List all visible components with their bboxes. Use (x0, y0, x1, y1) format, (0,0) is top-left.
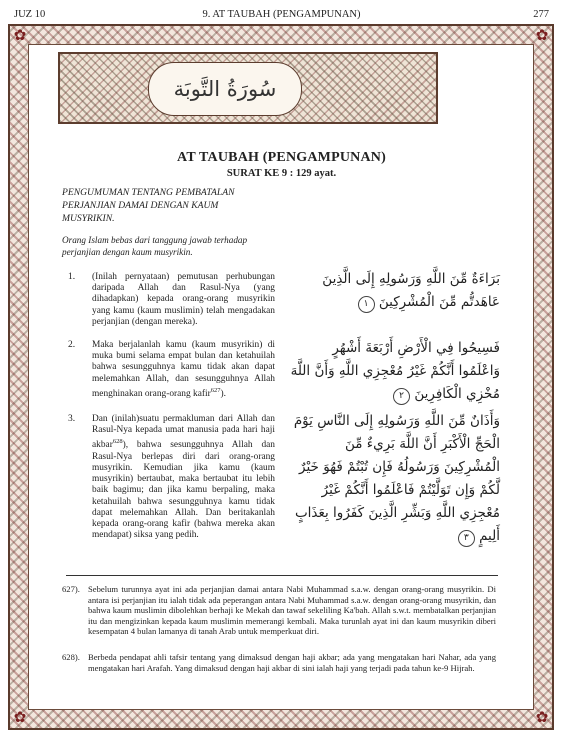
verse-arabic (290, 410, 500, 548)
verse-number: 3. (68, 414, 76, 424)
corner-ornament-icon: ✿ (535, 28, 549, 44)
verse-number: 1. (68, 272, 76, 282)
arabic-text: بَرَاءَةٌ مِّنَ اللَّهِ وَرَسُولِهِ إِلَى الَّذِينَ عَاهَدتُّم مِّنَ الْمُشْرِكِينَ (322, 271, 500, 310)
section-subheading: Orang Islam bebas dari tanggung jawab terhadap perjanjian dengan kaum musyrikin. (62, 235, 248, 257)
footnote-text: Sebelum turunnya ayat ini ada perjanjian damai antara Nabi Muhammad s.a.w. dengan orang-orang musyrikin. Di antara isi perjanjian itu ialah tidak ada peperangan antara Nabi Muhammad s.a.w. dengan orang-orang musyrikin, dan bahwa kaum muslimin dibolehkan berhaji ke Mekah dan tawaf sekeliling Ka'bah. Allah s.w.t. membatalkan perjanjian itu dan mengizinkan kepada kaum muslimin memerangi kembali. Maka turunlah ayat ini dan kaum musyrikin diberi kesempatan 4 bulan lamanya di tanah Arab untuk memperkuat diri. (88, 584, 496, 637)
ayah-number-icon: ٢ (393, 388, 410, 405)
corner-ornament-icon: ✿ (13, 710, 27, 726)
corner-ornament-icon: ✿ (535, 710, 549, 726)
page-header (0, 0, 563, 22)
surah-title: AT TAUBAH (PENGAMPUNAN) (177, 150, 386, 165)
verse-number: 2. (68, 340, 76, 350)
arabic-surah-title: سُورَةُ التَّوبَة (148, 62, 302, 116)
verse-translation (92, 414, 275, 541)
surah-subtitle: SURAT KE 9 : 129 ayat. (226, 168, 337, 179)
footnote-ref: 628 (112, 438, 123, 446)
verse-text-part: ). (220, 388, 226, 399)
verse-arabic (290, 337, 500, 406)
ayah-number-icon: ١ (358, 296, 375, 313)
arabic-text: وَأَذَانٌ مِّنَ اللَّهِ وَرَسُولِهِ إِلَى النَّاسِ يَوْمَ الْحَجِّ الْأَكْبَرِ أَنَّ اللَّهَ بَرِيءٌ مِّنَ الْمُشْرِكِينَ وَرَسُولُهُ فَإِن تُبْتُمْ فَهُوَ خَيْرٌ لَّكُمْ وَإِن تَوَلَّيْتُمْ فَاعْلَمُوا أَنَّكُمْ غَيْرُ مُعْجِزِي اللَّهِ وَبَشِّرِ الَّذِينَ كَفَرُوا بِعَذَابٍ أَلِيمٍ (293, 413, 500, 544)
verse-arabic (290, 268, 500, 314)
footnote-number: 628). (62, 652, 80, 662)
corner-ornament-icon: ✿ (13, 28, 27, 44)
arabic-text: فَسِيحُوا فِي الْأَرْضِ أَرْبَعَةَ أَشْهُرٍ وَاعْلَمُوا أَنَّكُمْ غَيْرُ مُعْجِزِي اللَّهِ وَأَنَّ اللَّهَ مُخْزِي الْكَافِرِينَ (290, 340, 500, 402)
footnote-text: Berbeda pendapat ahli tafsir tentang yang dimaksud dengan haji akbar; ada yang mengatakan hari Nahar, ada yang mengatakan hari Arafah. Yang dimaksud dengan haji akbar di sini ialah haji yang terjadi pada tahun ke-9 Hijrah. (88, 652, 496, 673)
footnote-divider (66, 575, 498, 576)
footnote-number: 627). (62, 584, 80, 594)
page-number: 277 (533, 9, 549, 20)
footnote-ref: 627 (210, 386, 221, 394)
verse-translation (92, 340, 275, 400)
verse-text-part: Dan (inilah)suatu permakluman dari Allah dan Rasul-Nya kepada umat manusia pada hari haji akbar (92, 414, 275, 451)
juz-label: JUZ 10 (14, 9, 46, 20)
verse-text-part: Maka berjalanlah kamu (kaum musyrikin) di muka bumi selama empat bulan dan ketahuilah bahwa sesungguhnya kamu tidak akan dapat melemahkan Allah, dan sesungguhnya Allah menghinakan orang-orang kafir (92, 340, 275, 399)
surah-running-title: 9. AT TAUBAH (PENGAMPUNAN) (202, 9, 361, 20)
verse-text-part: (Inilah pernyataan) pemutusan perhubungan daripada Allah dan Rasul-Nya (yang dihadapkan) kepada orang-orang musyrikin yang kamu (kaum muslimin) telah mengadakan perjanjian (dengan mereka). (92, 272, 275, 327)
verse-text-part: ), bahwa sesungguhnya Allah dan Rasul-Nya berlepas diri dari orang-orang musyrikin. Kemudian jika kamu (kaum musyrikin) bertaubat, maka bertaubat itu lebih baik bagimu; dan jika kamu berpaling, maka ketahuilah bahwa sesungguhnya kamu tidak dapat melemahkan Allah. Dan beritakanlah kepada orang-orang kafir (bahwa mereka akan mendapat) siksa yang pedih. (92, 440, 275, 541)
verse-translation (92, 272, 275, 328)
section-heading: PENGUMUMAN TENTANG PEMBATALAN PERJANJIAN DAMAI DENGAN KAUM MUSYRIKIN. (62, 187, 235, 224)
ayah-number-icon: ٣ (458, 530, 475, 547)
